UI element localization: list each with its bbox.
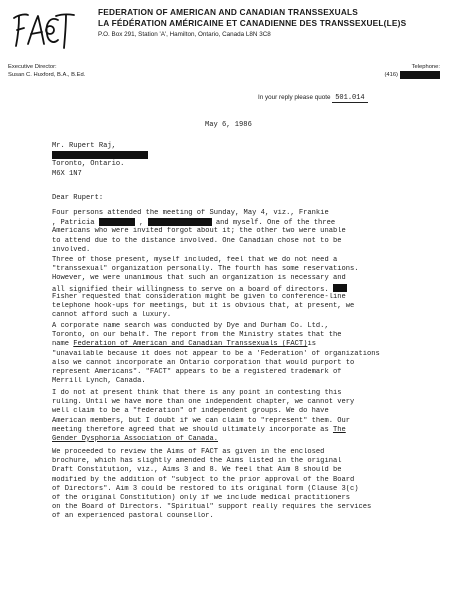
text-line: represent Americans". "FACT" appears to be a registered trademark of [52,367,342,376]
executive-director-name: Susan C. Huxford, B.A., B.Ed. [8,72,86,78]
redaction-box [400,71,440,79]
text-line: Gender Dysphoria Association of Canada. [52,434,219,443]
text-line: "transsexual" organization personally. The fourth has some reservations. [52,265,359,274]
text-line: "unavailable because it does not appear to be a 'Federation' of organizations [52,349,380,358]
text-line: Three of those present, myself included, feel that we do not need a [52,256,338,264]
text-line: telephone hook-ups for meetings, but it is obvious that, at present, we [52,301,355,310]
redaction-box [99,218,135,226]
paragraph-2 [52,256,424,320]
text-line: American members, but I doubt if we can claim to "represent" them. Our [52,416,350,425]
text-line: Fisher requested that consideration might be given to conference-line [52,292,346,301]
text-line: , Patricia , and myself. One of the three [52,219,336,228]
salutation: Dear Rupert: [52,194,104,202]
text-line: I do not at present think that there is any point in contesting this [52,389,342,397]
reply-quote-number: 501.014 [332,94,367,103]
text-line: well claim to be a "federation" of independent groups. We do have [52,407,329,416]
text-line: meeting therefore agreed that we should ultimately incorporate as The [52,425,346,434]
fact-logo [10,6,76,52]
paragraph-5 [52,448,424,522]
text-line: modified by the addition of "subject to the prior approval of the Board [52,475,355,484]
text-line: brochure, which has slightly amended the Aims listed in the original [52,457,342,466]
redaction-box [333,284,347,292]
reply-label: In your reply please quote [258,94,331,101]
text-line: Draft Constitution, viz., Aims 3 and 8. We feel that Aim 8 should be [52,466,342,475]
paragraph-1 [52,209,424,255]
paragraph-3 [52,322,424,386]
executive-director-block [8,63,85,79]
reply-reference [258,94,368,103]
text-line: name Federation of American and Canadian Transsexuals (FACT)is [52,340,316,349]
text-line: all signified their willingness to serve on a board of directors. [52,284,424,293]
executive-director-title: Executive Director: [8,64,57,70]
text-line: of an experienced pastoral counsellor. [52,512,214,521]
org-name-english: FEDERATION OF AMERICAN AND CANADIAN TRANSSEXUALS [98,7,359,17]
text-line: on the Board of Directors. "Spiritual" support really requires the services [52,503,372,512]
text-line: We proceeded to review the Aims of FACT as given in the enclosed [52,448,325,456]
org-address: P.O. Box 291, Station 'A', Hamilton, Ontario, Canada L8N 3C8 [98,31,271,38]
recipient-address [52,142,148,179]
text-line: ruling. Until we have more than one independent chapter, we cannot very [52,398,355,407]
telephone-area-code: (416) [384,72,398,78]
text-line: also we cannot incorporate an Ontario corporation that would purport to [52,358,355,367]
text-line: Four persons attended the meeting of Sunday, May 4, viz., Frankie [52,209,329,217]
text-line: Merrill Lynch, Canada. [52,377,146,386]
redaction-box [52,151,148,159]
redaction-box [148,218,212,226]
telephone-label: Telephone: [411,64,440,70]
paragraph-4 [52,389,424,444]
text-line: Americans who were invited forgot about it; the other two were unable [52,227,346,236]
text-line: involved. [52,245,91,254]
letter-date: May 6, 1986 [205,121,252,129]
recipient-city: Toronto, Ontario. [52,160,125,169]
text-line: of Directors". Aim 3 could be restored to its original form (Clause 3(c) [52,484,359,493]
telephone-block [384,63,440,79]
text-line: cannot afford such a luxury. [52,311,172,320]
org-name-french: LA FÉDÉRATION AMÉRICAINE ET CANADIENNE DES TRANSSEXUEL(LE)S [98,18,407,28]
underlined-org-name: Federation of American and Canadian Transsexuals (FACT) [73,340,308,349]
recipient-name: Mr. Rupert Raj, [52,142,116,150]
text-line: to attend due to the distance involved. One Canadian chose not to be [52,236,342,245]
recipient-postal-code: M6X 1N7 [52,169,82,178]
text-line: Toronto, on our behalf. The report from the Ministry states that the [52,331,342,340]
text-line: A corporate name search was conducted by Dye and Durham Co. Ltd., [52,322,329,330]
text-line: However, we were unanimous that such an organization is necessary and [52,274,346,283]
text-line: of the original Constitution) only if we include medical practitioners [52,493,350,502]
